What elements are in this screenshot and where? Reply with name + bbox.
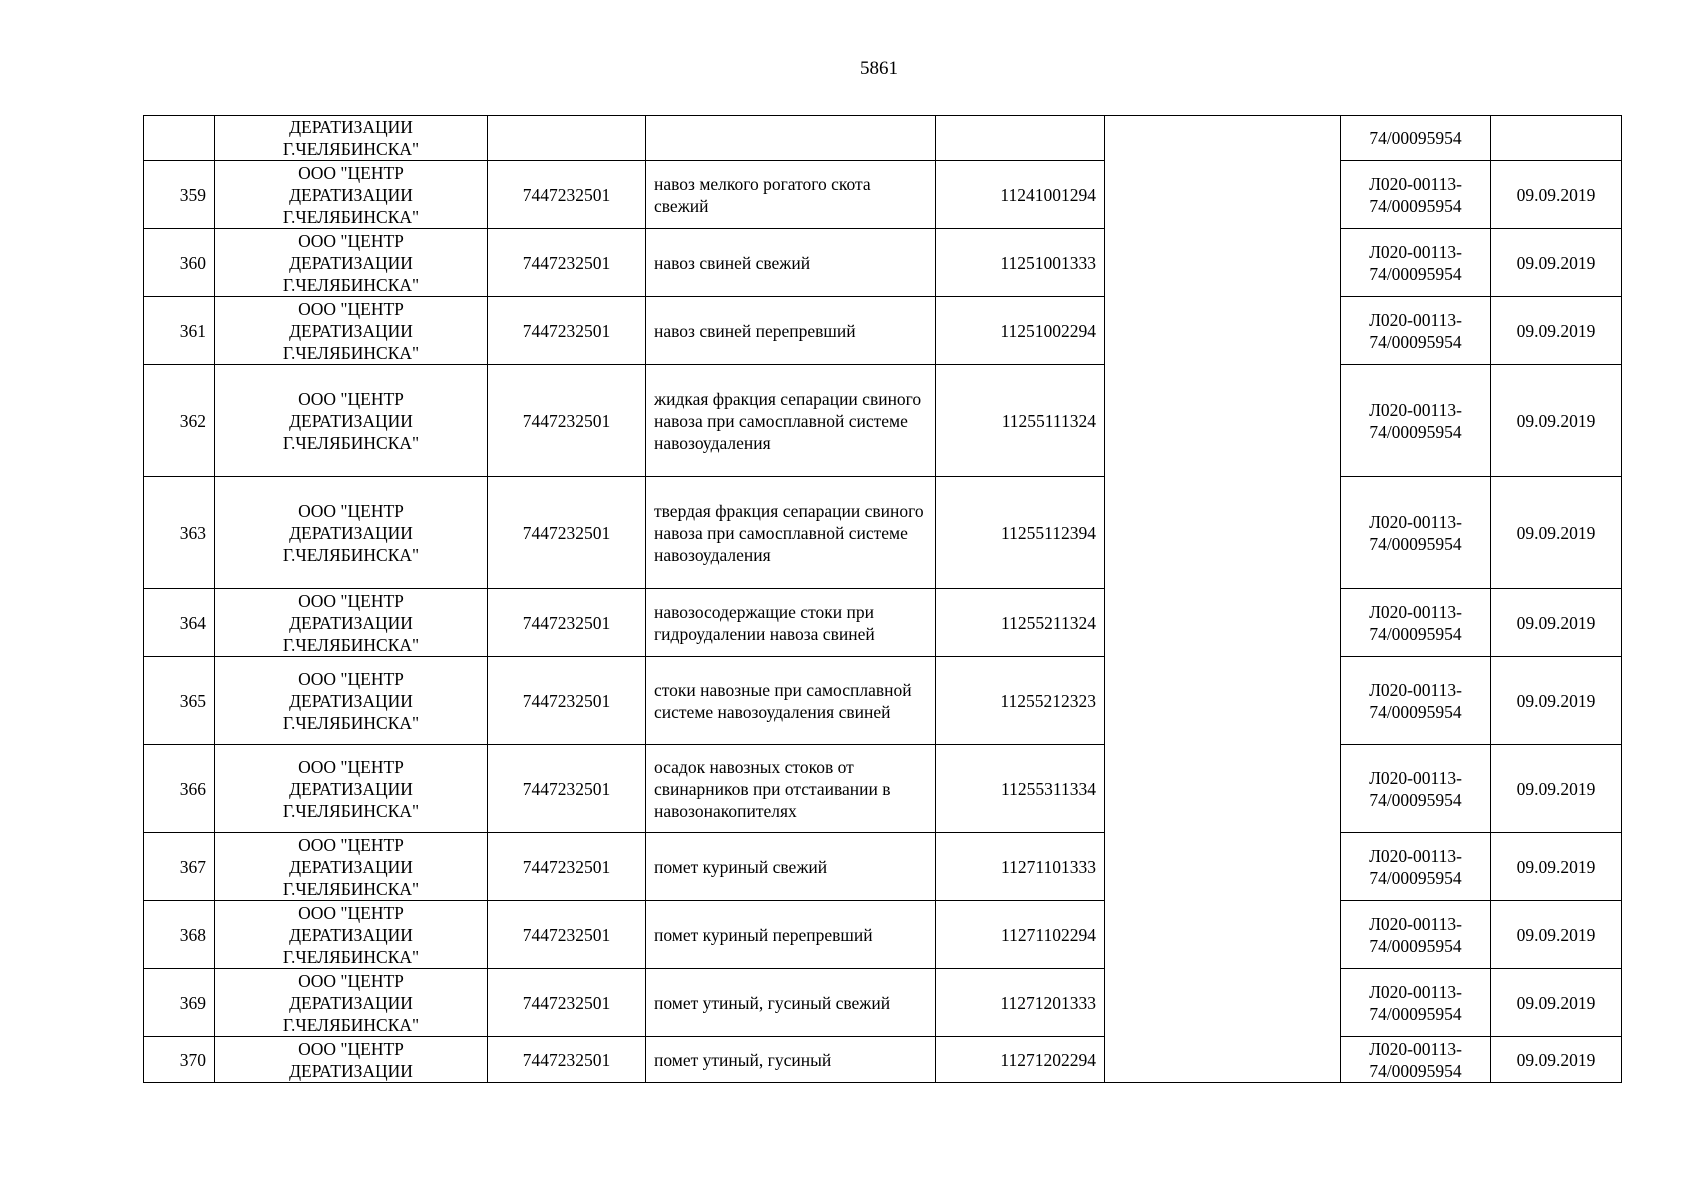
fkko-code-cell: 11271202294 — [936, 1037, 1105, 1083]
table-row — [144, 745, 1622, 833]
waste-name-cell: помет утиный, гусиный — [646, 1037, 936, 1083]
license-line: Л020-00113- — [1369, 511, 1462, 532]
date-cell: 09.09.2019 — [1491, 901, 1622, 969]
inn-cell: 7447232501 — [488, 297, 646, 365]
organization-line: ООО "ЦЕНТР — [298, 756, 404, 777]
fkko-code-cell: 11255212323 — [936, 657, 1105, 745]
table-row-partial — [144, 1037, 1622, 1083]
date-cell: 09.09.2019 — [1491, 365, 1622, 477]
organization-line: ДЕРАТИЗАЦИИ — [289, 992, 413, 1013]
fkko-code-cell: 11271101333 — [936, 833, 1105, 901]
organization-line: Г.ЧЕЛЯБИНСКА" — [282, 544, 420, 565]
fkko-code-cell: 11255112394 — [936, 477, 1105, 589]
waste-name-cell: осадок навозных стоков от свинарников при отстаивании в навозонакопителях — [646, 745, 936, 833]
registry-table — [143, 115, 1622, 1083]
inn-cell: 7447232501 — [488, 365, 646, 477]
license-line: Л020-00113- — [1369, 1038, 1462, 1059]
row-number-cell: 362 — [144, 365, 215, 477]
license-line: Л020-00113- — [1369, 173, 1462, 194]
inn-cell: 7447232501 — [488, 745, 646, 833]
fkko-code-cell: 11241001294 — [936, 161, 1105, 229]
fkko-code-cell: 11255211324 — [936, 589, 1105, 657]
license-line: Л020-00113- — [1369, 767, 1462, 788]
registry-table-body — [144, 116, 1622, 1083]
organization-cell — [215, 969, 488, 1037]
inn-cell: 7447232501 — [488, 477, 646, 589]
inn-cell — [488, 116, 646, 161]
fkko-code-cell: 11255311334 — [936, 745, 1105, 833]
organization-line: Г.ЧЕЛЯБИНСКА" — [282, 634, 420, 655]
organization-cell — [215, 161, 488, 229]
license-cell — [1341, 229, 1491, 297]
license-line: 74/00095954 — [1369, 701, 1462, 722]
fkko-code-cell: 11271201333 — [936, 969, 1105, 1037]
row-number-cell: 364 — [144, 589, 215, 657]
waste-name-cell: твердая фракция сепарации свиного навоза при самосплавной системе навозоудаления — [646, 477, 936, 589]
license-line: 74/00095954 — [1369, 533, 1462, 554]
organization-cell — [215, 589, 488, 657]
organization-cell — [215, 297, 488, 365]
organization-line: ООО "ЦЕНТР — [298, 1038, 404, 1059]
license-line: 74/00095954 — [1369, 867, 1462, 888]
organization-line: ДЕРАТИЗАЦИИ — [289, 410, 413, 431]
inn-cell: 7447232501 — [488, 1037, 646, 1083]
table-row — [144, 229, 1622, 297]
license-cell: 74/00095954 — [1341, 116, 1491, 161]
date-cell: 09.09.2019 — [1491, 589, 1622, 657]
license-line: Л020-00113- — [1369, 913, 1462, 934]
table-row — [144, 969, 1622, 1037]
license-line: 74/00095954 — [1369, 1060, 1462, 1081]
organization-cell — [215, 116, 488, 161]
date-cell — [1491, 116, 1622, 161]
table-row — [144, 477, 1622, 589]
organization-cell — [215, 745, 488, 833]
license-cell — [1341, 297, 1491, 365]
organization-line: ДЕРАТИЗАЦИИ — [289, 252, 413, 273]
row-number-cell: 363 — [144, 477, 215, 589]
row-number-cell: 369 — [144, 969, 215, 1037]
row-number-cell: 367 — [144, 833, 215, 901]
license-cell — [1341, 969, 1491, 1037]
waste-name-cell: навоз свиней свежий — [646, 229, 936, 297]
inn-cell: 7447232501 — [488, 833, 646, 901]
date-cell: 09.09.2019 — [1491, 297, 1622, 365]
organization-line: ДЕРАТИЗАЦИИ — [289, 1060, 413, 1081]
organization-line: ДЕРАТИЗАЦИИ — [289, 612, 413, 633]
inn-cell: 7447232501 — [488, 161, 646, 229]
organization-line: ООО "ЦЕНТР — [298, 162, 404, 183]
organization-line: ООО "ЦЕНТР — [298, 668, 404, 689]
license-line: Л020-00113- — [1369, 241, 1462, 262]
table-row — [144, 297, 1622, 365]
table-row — [144, 365, 1622, 477]
waste-name-cell: помет куриный перепревший — [646, 901, 936, 969]
blank-merged-cell — [1105, 116, 1341, 1083]
license-line: 74/00095954 — [1369, 195, 1462, 216]
organization-line: Г.ЧЕЛЯБИНСКА" — [282, 206, 420, 227]
table-row — [144, 657, 1622, 745]
license-line: 74/00095954 — [1369, 623, 1462, 644]
organization-line: ДЕРАТИЗАЦИИ — [289, 184, 413, 205]
organization-cell — [215, 365, 488, 477]
license-cell — [1341, 1037, 1491, 1083]
organization-line: ООО "ЦЕНТР — [298, 970, 404, 991]
license-cell — [1341, 833, 1491, 901]
row-number-cell — [144, 116, 215, 161]
waste-name-cell: навоз мелкого рогатого скота свежий — [646, 161, 936, 229]
date-cell: 09.09.2019 — [1491, 833, 1622, 901]
license-line: Л020-00113- — [1369, 601, 1462, 622]
organization-line: ООО "ЦЕНТР — [298, 500, 404, 521]
date-cell: 09.09.2019 — [1491, 229, 1622, 297]
waste-name-cell — [646, 116, 936, 161]
row-number-cell: 370 — [144, 1037, 215, 1083]
organization-line: ООО "ЦЕНТР — [298, 298, 404, 319]
organization-cell — [215, 477, 488, 589]
inn-cell: 7447232501 — [488, 901, 646, 969]
fkko-code-cell: 11251001333 — [936, 229, 1105, 297]
organization-line: Г.ЧЕЛЯБИНСКА" — [282, 800, 420, 821]
license-line: 74/00095954 — [1369, 331, 1462, 352]
organization-line: ДЕРАТИЗАЦИИ — [289, 856, 413, 877]
row-number-cell: 368 — [144, 901, 215, 969]
license-line: Л020-00113- — [1369, 399, 1462, 420]
organization-line: ДЕРАТИЗАЦИИ — [289, 924, 413, 945]
organization-line: ООО "ЦЕНТР — [298, 590, 404, 611]
inn-cell: 7447232501 — [488, 969, 646, 1037]
table-row — [144, 833, 1622, 901]
inn-cell: 7447232501 — [488, 589, 646, 657]
organization-line: ДЕРАТИЗАЦИИ — [289, 320, 413, 341]
table-row — [144, 161, 1622, 229]
organization-cell — [215, 901, 488, 969]
waste-name-cell: помет куриный свежий — [646, 833, 936, 901]
organization-line: ООО "ЦЕНТР — [298, 230, 404, 251]
fkko-code-cell: 11271102294 — [936, 901, 1105, 969]
license-line: Л020-00113- — [1369, 845, 1462, 866]
license-line: 74/00095954 — [1369, 1003, 1462, 1024]
organization-cell — [215, 229, 488, 297]
waste-name-cell: жидкая фракция сепарации свиного навоза при самосплавной системе навозоудаления — [646, 365, 936, 477]
date-cell: 09.09.2019 — [1491, 161, 1622, 229]
license-cell — [1341, 365, 1491, 477]
row-number-cell: 359 — [144, 161, 215, 229]
row-number-cell: 361 — [144, 297, 215, 365]
license-line: Л020-00113- — [1369, 981, 1462, 1002]
organization-line: Г.ЧЕЛЯБИНСКА" — [282, 712, 420, 733]
license-cell — [1341, 901, 1491, 969]
organization-line: ДЕРАТИЗАЦИИ — [289, 690, 413, 711]
waste-name-cell: навозосодержащие стоки при гидроудалении навоза свиней — [646, 589, 936, 657]
table-row-continued — [144, 116, 1622, 161]
organization-line: ООО "ЦЕНТР — [298, 834, 404, 855]
license-line: 74/00095954 — [1369, 421, 1462, 442]
license-line: Л020-00113- — [1369, 309, 1462, 330]
organization-cell — [215, 657, 488, 745]
license-cell — [1341, 589, 1491, 657]
row-number-cell: 365 — [144, 657, 215, 745]
inn-cell: 7447232501 — [488, 229, 646, 297]
waste-name-cell: помет утиный, гусиный свежий — [646, 969, 936, 1037]
license-cell — [1341, 161, 1491, 229]
license-cell — [1341, 657, 1491, 745]
organization-line: Г.ЧЕЛЯБИНСКА" — [282, 342, 420, 363]
license-line: 74/00095954 — [1369, 263, 1462, 284]
waste-name-cell: стоки навозные при самосплавной системе навозоудаления свиней — [646, 657, 936, 745]
date-cell: 09.09.2019 — [1491, 1037, 1622, 1083]
row-number-cell: 360 — [144, 229, 215, 297]
organization-line: Г.ЧЕЛЯБИНСКА" — [282, 1014, 420, 1035]
organization-line: Г.ЧЕЛЯБИНСКА" — [282, 946, 420, 967]
organization-line: Г.ЧЕЛЯБИНСКА" — [282, 432, 420, 453]
waste-name-cell: навоз свиней перепревший — [646, 297, 936, 365]
fkko-code-cell: 11255111324 — [936, 365, 1105, 477]
license-cell — [1341, 745, 1491, 833]
organization-line: ООО "ЦЕНТР — [298, 388, 404, 409]
organization-line: ДЕРАТИЗАЦИИ — [289, 522, 413, 543]
table-row — [144, 901, 1622, 969]
license-line: 74/00095954 — [1369, 789, 1462, 810]
table-row — [144, 589, 1622, 657]
date-cell: 09.09.2019 — [1491, 969, 1622, 1037]
date-cell: 09.09.2019 — [1491, 477, 1622, 589]
license-line: 74/00095954 — [1369, 935, 1462, 956]
date-cell: 09.09.2019 — [1491, 657, 1622, 745]
organization-cell — [215, 1037, 488, 1083]
inn-cell: 7447232501 — [488, 657, 646, 745]
license-cell — [1341, 477, 1491, 589]
organization-line: Г.ЧЕЛЯБИНСКА" — [282, 274, 420, 295]
date-cell: 09.09.2019 — [1491, 745, 1622, 833]
organization-cell — [215, 833, 488, 901]
organization-line: Г.ЧЕЛЯБИНСКА" — [282, 139, 420, 159]
fkko-code-cell: 11251002294 — [936, 297, 1105, 365]
fkko-code-cell — [936, 116, 1105, 161]
page-number: 5861 — [860, 58, 898, 79]
row-number-cell: 366 — [144, 745, 215, 833]
organization-line: ООО "ЦЕНТР — [298, 902, 404, 923]
organization-line: ДЕРАТИЗАЦИИ — [289, 117, 413, 137]
organization-line: Г.ЧЕЛЯБИНСКА" — [282, 878, 420, 899]
license-line: Л020-00113- — [1369, 679, 1462, 700]
organization-line: ДЕРАТИЗАЦИИ — [289, 778, 413, 799]
